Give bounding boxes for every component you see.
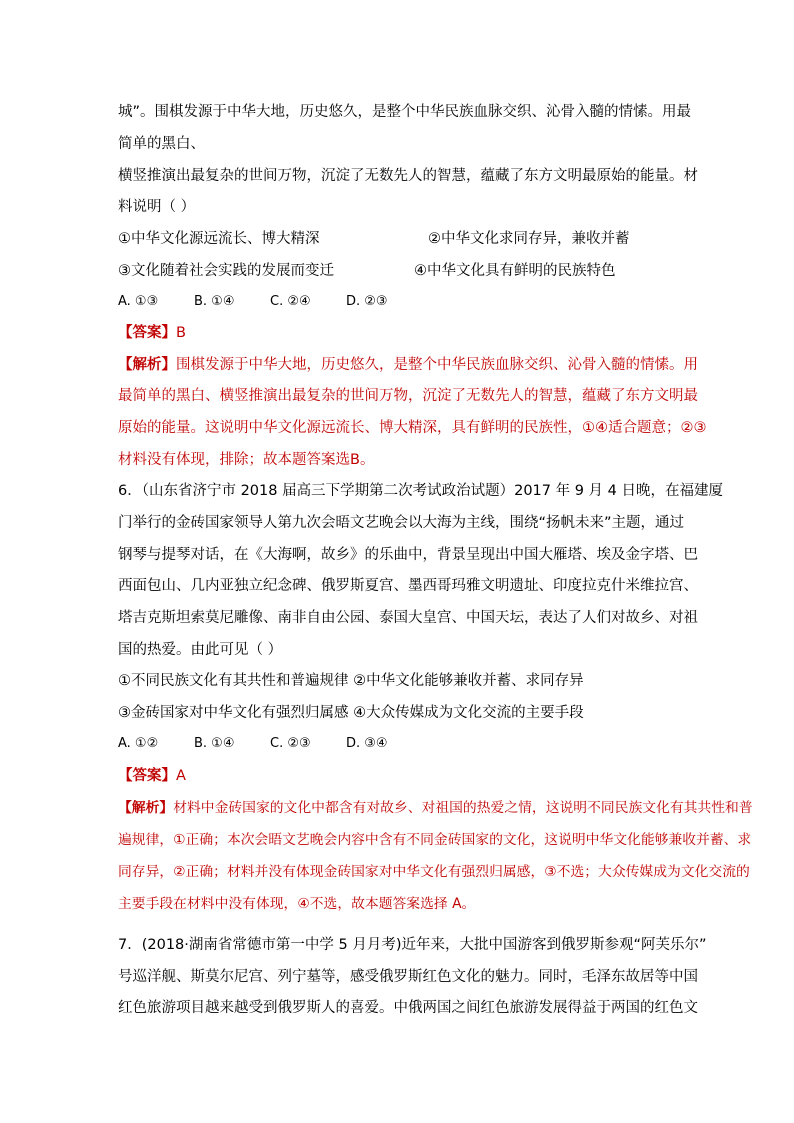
q5-stem-line-4: 料说明（ ） [118,199,196,215]
q5-item-3: ③文化随着社会实践的发展而变迁 [118,263,334,279]
q5-item-1: ①中华文化源远流长、博大精深 [118,231,320,247]
answer-value: B [176,325,186,341]
answer-value: A [176,768,186,784]
q6-stem-line-4: 西面包山、几内亚独立纪念碑、俄罗斯夏宫、墨西哥玛雅文明遗址、印度拉克什米维拉宫、 [118,578,698,594]
q5-analysis-line-4: 材料没有体现，排除；故本题答案选B。 [118,452,375,468]
q6-choice-d: D. ③④ [346,736,388,751]
q7-stem-line-3: 红色旅游项目越来越受到俄罗斯人的喜爱。中俄两国之间红色旅游发展得益于两国的红色文 [118,1000,698,1016]
analysis-label: 【解析】 [118,800,174,816]
q5-choice-a: A. ①③ [118,294,159,309]
analysis-text: 材料中金砖国家的文化中都含有对故乡、对祖国的热爱之情，这说明不同民族文化有其共性和普 [173,800,753,816]
q6-items-line-2: ③金砖国家对中华文化有强烈归属感 ④大众传媒成为文化交流的主要手段 [118,705,584,721]
q6-analysis-line-4: 主要手段在材料中没有体现，④不选，故本题答案选择 A。 [118,896,476,912]
q6-stem-line-1: 6．（山东省济宁市 2018 届高三下学期第二次考试政治试题）2017 年 9 月 4 日晚，在福建厦 [118,483,723,499]
q5-analysis-line-3: 原始的能量。这说明中华文化源远流长、博大精深，具有鲜明的民族性，①④适合题意；②③ [118,420,707,436]
q5-answer [118,323,186,343]
q6-stem-line-5: 塔吉克斯坦索莫尼雕像、南非自由公园、泰国大皇宫、中国天坛，表达了人们对故乡、对祖 [118,610,698,626]
q5-analysis-line-1 [118,355,698,375]
q6-analysis-line-3: 同存异，②正确；材料并没有体现金砖国家对中华文化有强烈归属感，③不选；大众传媒成为文化交流的 [118,864,750,880]
q5-item-2: ②中华文化求同存异，兼收并蓄 [428,231,630,247]
q6-stem-line-3: 钢琴与提琴对话，在《大海啊，故乡》的乐曲中，背景呈现出中国大雁塔、埃及金字塔、巴 [118,547,698,563]
q5-choice-b: B. ①④ [194,294,235,309]
analysis-label: 【解析】 [118,357,176,373]
q5-item-4: ④中华文化具有鲜明的民族特色 [414,263,616,279]
q6-answer [118,766,186,786]
q5-choices [118,292,388,312]
q6-stem-line-2: 门举行的金砖国家领导人第九次会晤文艺晚会以大海为主线，围绕“扬帆未来”主题，通过 [118,515,685,531]
q6-items-line-1: ①不同民族文化有其共性和普遍规律 ②中华文化能够兼收并蓄、求同存异 [118,673,584,689]
q5-stem-line-2: 简单的黑白、 [118,136,205,152]
q6-choice-a: A. ①② [118,736,159,751]
answer-label: 【答案】 [118,768,176,784]
q7-stem-line-2: 号巡洋舰、斯莫尔尼宫、列宁墓等，感受俄罗斯红色文化的魅力。同时，毛泽东故居等中国 [118,969,698,985]
answer-label: 【答案】 [118,325,176,341]
q6-analysis-line-1 [118,798,753,818]
q7-stem-line-1: 7．(2018·湖南省常德市第一中学 5 月月考)近年来，大批中国游客到俄罗斯参观“阿芙乐尔” [118,937,707,953]
q5-choice-c: C. ②④ [270,294,311,309]
q6-stem-line-6: 国的热爱。由此可见（ ） [118,642,283,658]
q5-stem-line-3: 横竖推演出最复杂的世间万物，沉淀了无数先人的智慧，蕴藏了东方文明最原始的能量。材 [118,168,698,184]
q6-choices [118,734,388,754]
q5-analysis-line-2: 最简单的黑白、横竖推演出最复杂的世间万物，沉淀了无数先人的智慧，蕴藏了东方文明最 [118,388,698,404]
analysis-text: 围棋发源于中华大地，历史悠久，是整个中华民族血脉交织、沁骨入髓的情愫。用 [176,357,698,373]
q6-choice-c: C. ②③ [270,736,311,751]
q6-analysis-line-2: 遍规律，①正确；本次会晤文艺晚会内容中含有不同金砖国家的文化，这说明中华文化能够兼收并蓄、求 [118,832,752,848]
q5-stem-line-1: 城”。围棋发源于中华大地，历史悠久，是整个中华民族血脉交织、沁骨入髓的情愫。用最 [118,104,692,120]
q5-choice-d: D. ②③ [346,294,388,309]
q6-choice-b: B. ①④ [194,736,235,751]
